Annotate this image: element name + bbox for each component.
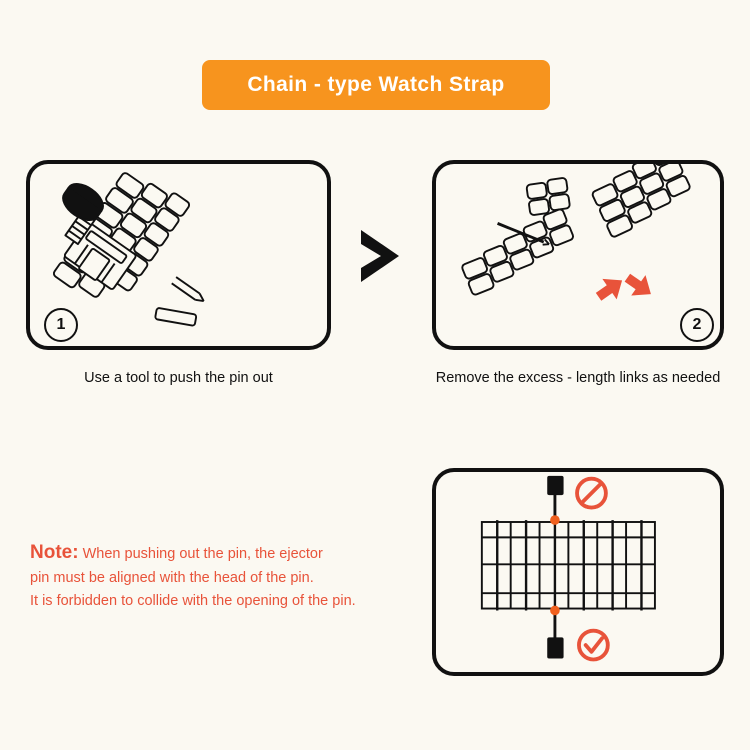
prohibited-icon (577, 479, 606, 508)
pin-alignment-detail-panel (432, 468, 724, 676)
check-circle-icon (579, 631, 608, 660)
page-title-banner (202, 60, 550, 110)
note-block (30, 538, 410, 612)
ejector-rod-bottom (547, 637, 563, 658)
chevron-right-arrow (355, 228, 405, 284)
note-line-2: pin must be aligned with the head of the pin. (30, 570, 314, 587)
step-2-caption: Remove the excess - length links as needed (435, 370, 721, 386)
note-line-3: It is forbidden to collide with the opening of the pin. (30, 592, 356, 609)
step-2-badge: 2 (680, 308, 714, 342)
ejector-rod-top (547, 476, 563, 495)
step-1-caption: Use a tool to push the pin out (84, 370, 273, 386)
note-line-1: When pushing out the pin, the ejector (82, 546, 323, 562)
note-label: Note: (30, 542, 79, 563)
page-title: Chain - type Watch Strap (247, 73, 505, 96)
red-arrow-lower (591, 270, 629, 307)
step-1-badge: 1 (44, 308, 78, 342)
red-arrow-upper (620, 267, 658, 304)
